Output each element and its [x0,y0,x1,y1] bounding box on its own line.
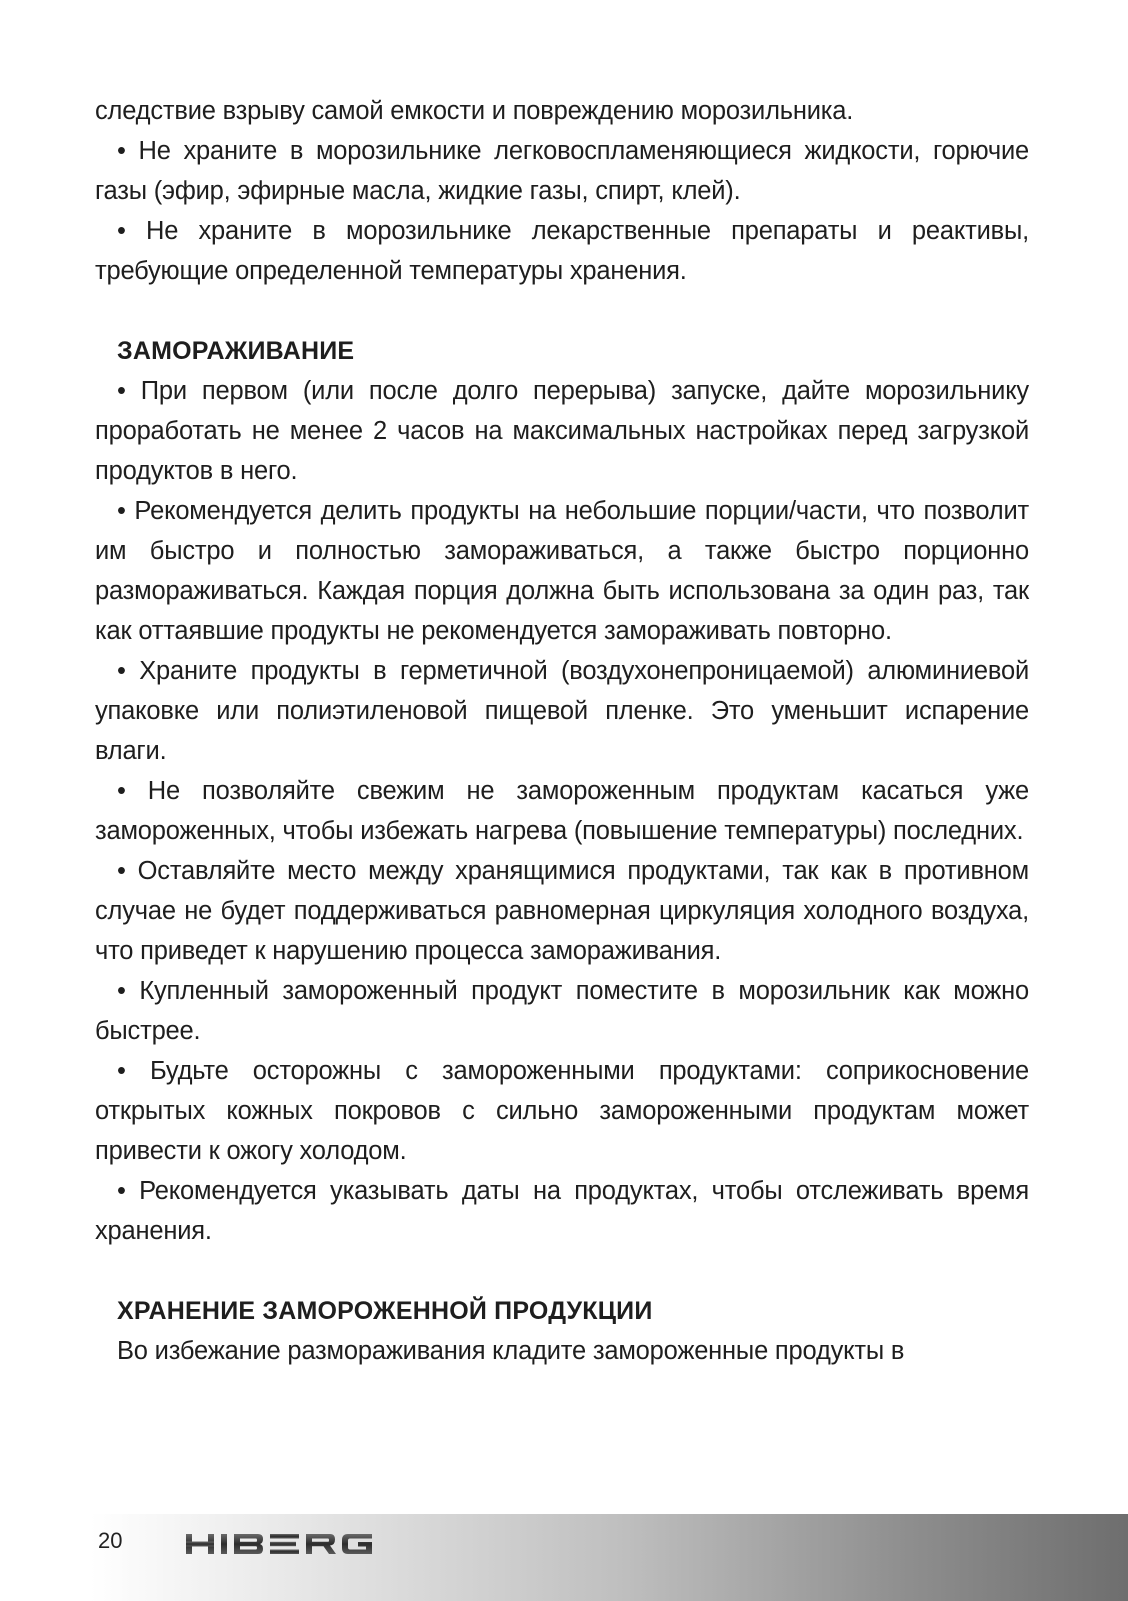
bullet-paragraph: • Храните продукты в герметичной (воздухонепроницаемой) алюминиевой упаковке или полиэтиленовой пищевой пленке. Это уменьшит испарение влаги. [95,657,1029,765]
paragraph: Во избежание размораживания кладите замороженные продукты в [117,1337,905,1365]
bullet-paragraph: • Не храните в морозильнике лекарственные препараты и реактивы, требующие определенной температуры хранения. [95,217,1029,285]
logo-text: HIBERG [186,1556,190,1557]
bullet-paragraph: • Не храните в морозильнике легковоспламеняющиеся жидкости, горючие газы (эфир, эфирные масла, жидкие газы, спирт, клей). [95,137,1029,205]
bullet-paragraph: • Рекомендуется указывать даты на продуктах, чтобы отслеживать время хранения. [95,1177,1029,1245]
bullet-paragraph: • При первом (или после долго перерыва) запуске, дайте морозильнику проработать не менее 2 часов на максимальных настройках перед загрузкой продуктов в него. [95,377,1029,485]
document-body [95,91,1029,1371]
bullet-paragraph: • Рекомендуется делить продукты на небольшие порции/части, что позволит им быстро и полностью замораживаться, а также быстро порционно размораживаться. Каждая порция должна быть использована за один раз, так как оттаявшие продукты не рекомендуется замораживать повторно. [95,497,1029,645]
spacer [95,1251,1029,1291]
hiberg-logo [186,1530,386,1558]
section-heading-freezing: ЗАМОРАЖИВАНИЕ [117,337,355,365]
bullet-paragraph: • Оставляйте место между хранящимися продуктами, так как в противном случае не будет поддерживаться равномерная циркуляция холодного воздуха, что приведет к нарушению процесса замораживания. [95,857,1029,965]
section-heading-storage: ХРАНЕНИЕ ЗАМОРОЖЕННОЙ ПРОДУКЦИИ [117,1297,653,1325]
page-number: 20 [98,1528,123,1553]
paragraph: следствие взрыву самой емкости и повреждению морозильника. [95,97,854,125]
spacer [95,291,1029,331]
bullet-paragraph: • Не позволяйте свежим не замороженным продуктам касаться уже замороженных, чтобы избежать нагрева (повышение температуры) последних. [95,777,1029,845]
bullet-paragraph: • Будьте осторожны с замороженными продуктами: соприкосновение открытых кожных покровов с сильно замороженными продуктам может привести к ожогу холодом. [95,1057,1029,1165]
footer-bar [0,1514,1128,1601]
bullet-paragraph: • Купленный замороженный продукт поместите в морозильник как можно быстрее. [95,977,1029,1045]
